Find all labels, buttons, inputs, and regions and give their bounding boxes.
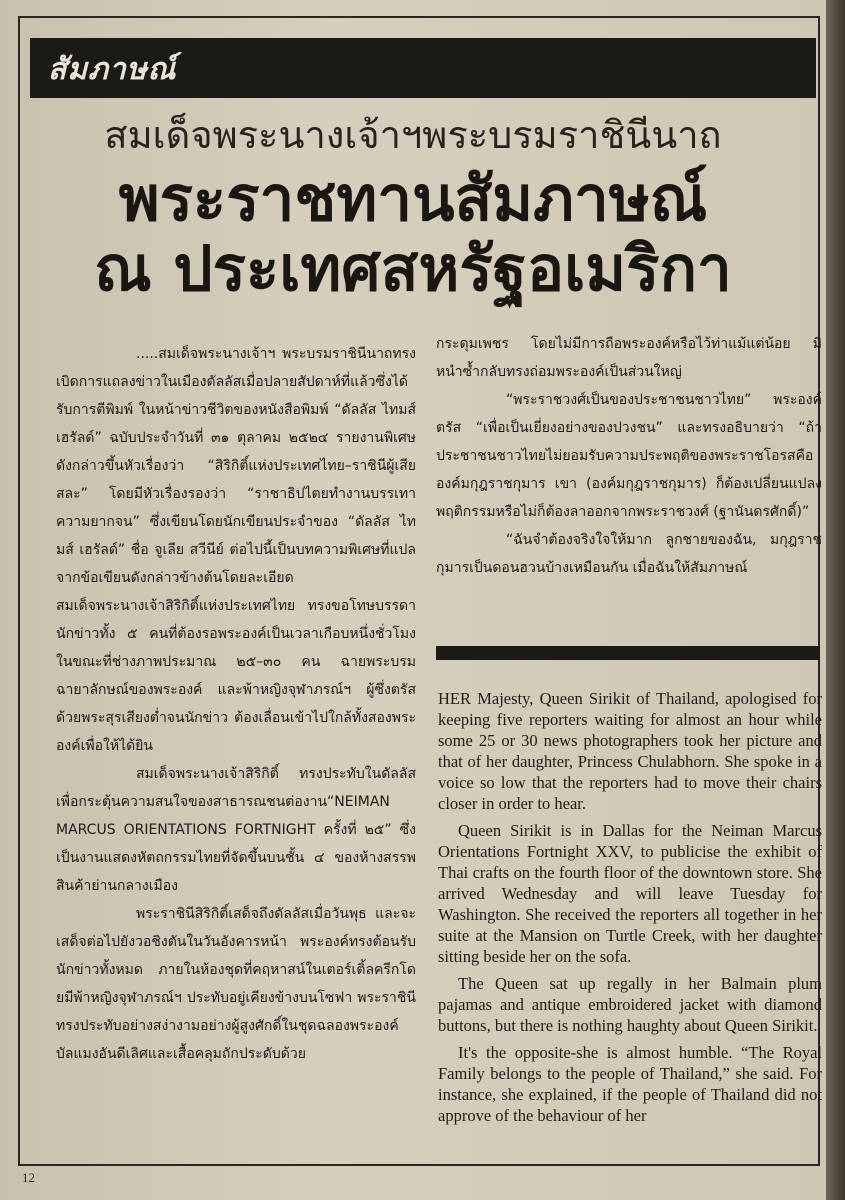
english-paragraph: It's the opposite-she is almost humble. “The Royal Family belongs to the people of Thailand,” she said. For instance, she explained, if the people of Thailand did not approve of the behaviour of her <box>438 1043 822 1125</box>
thai-intro-paragraph: .....สมเด็จพระนางเจ้าฯ พระบรมราชินีนาถทรงเบิดการแถลงข่าวในเมืองดัลลัสเมื่อปลายสัปดาห์ที่แล้วซึ่งได้รับการตีพิมพ์ ในหน้าข่าวชีวิตของหนังสือพิมพ์ “ดัลลัส ไทมส์ เฮรัลด์” ฉบับประจำวันที่ ๓๑ ตุลาคม ๒๕๒๔ รายงานพิเศษดังกล่าวขึ้นหัวเรื่องว่า “สิริกิติ์แห่งประเทศไทย–ราชินีผู้เสียสละ” โดยมีหัวเรื่องรองว่า “ราชาธิปไตยทำงานบรรเทาความยากจน” ซึ่งเขียนโดยนักเขียนประจำของ “ดัลลัส ไทมส์ เฮรัลด์” ชื่อ จูเลีย สวีนีย์ ต่อไปนี้เป็นบทความพิเศษที่แปลจากข้อเขียนดังกล่าวข้างต้นโดยละเอียด <box>56 346 416 586</box>
thai-paragraph: พระราชินีสิริกิติ์เสด็จถึงดัลลัสเมื่อวันพุธ และจะเสด็จต่อไปยังวอชิงตันในวันอังคารหน้า พระองค์ทรงต้อนรับนักข่าวทั้งหมด ภายในห้องชุดที่คฤหาสน์ในเตอร์เติ้ลครีกโดยมีพ้าหญิงจุฬาภรณ์ฯ ประทับอยู่เคียงข้างบนโซฟา พระราชินี ทรงประทับอย่างสง่างามอย่างผู้สูงศักดิ์ในชุดฉลองพระองค์บัลแมงอันดีเลิศและเสื้อคลุมถักประดับด้วย <box>56 906 416 1062</box>
english-paragraph: The Queen sat up regally in her Balmain plum pajamas and antique embroidered jacket with diamond buttons, but there is nothing haughty about Queen Sirikit. <box>438 974 822 1035</box>
headline-subtitle: สมเด็จพระนางเจ้าฯพระบรมราชินีนาถ <box>104 113 722 157</box>
thai-paragraph: “พระราชวงศ์เป็นของประชาชนชาวไทย” พระองค์ตรัส “เพื่อเป็นเยี่ยงอย่างของปวงชน” และทรงอธิบายว่า “ถ้าประชาชนชาวไทยไม่ยอมรับความประพฤติของพระราชโอรสคือองค์มกุฎราชกุมาร เขา (องค์มกุฎราชกุมาร) ก็ต้องเปลี่ยนแปลงพฤติกรรมหรือไม่ก็ต้องลาออกจากพระราชวงศ์ (ฐานันดรศักดิ์)” <box>436 392 822 520</box>
headline-main: พระราชทานสัมภาษณ์ <box>118 162 708 235</box>
english-article <box>438 688 822 1132</box>
thai-paragraph: สมเด็จพระนางเจ้าสิริกิติ์ ทรงประทับในดัลลัสเพื่อกระตุ้นความสนใจของสาธารณชนต่องาน“NEIMAN MARCUS ORIENTATIONS FORTNIGHT ครั้งที่ ๒๕” ซึ่งเป็นงานแสดงหัตถกรรมไทยที่จัดขึ้นบนชั้น ๔ ของห้างสรรพสินค้าย่านกลางเมือง <box>56 766 416 894</box>
thai-paragraph: สมเด็จพระนางเจ้าสิริกิติ์แห่งประเทศไทย ทรงขอโทษบรรดานักข่าวทั้ง ๕ คนที่ต้องรอพระองค์เป็นเวลาเกือบหนึ่งชั่วโมงในขณะที่ช่างภาพประมาณ ๒๕–๓๐ คน ฉายพระบรมฉายาลักษณ์ของพระองค์ และพ้าหญิงจุฬาภรณ์ฯ ผู้ซึ่งตรัสด้วยพระสุรเสียงต่ำจนนักข่าว ต้องเลื่อนเข้าไปใกล้ทั้งสองพระองค์เพื่อให้ได้ยิน <box>56 598 416 754</box>
thai-article-left-column <box>56 340 416 1068</box>
english-paragraph: Queen Sirikit is in Dallas for the Neiman Marcus Orientations Fortnight XXV, to publicise the exhibit of Thai crafts on the fourth floor of the downtown store. She arrived Wednesday and will leave Tuesday for Washington. She received the reporters all together in her suite at the Mansion on Turtle Creek, with her daughter sitting beside her on the sofa. <box>438 821 822 966</box>
thai-paragraph: “ฉันจำต้องจริงใจให้มาก ลูกชายของฉัน, มกุฎราชกุมารเป็นดอนฮวนบ้างเหมือนกัน เมื่อฉันให้สัมภาษณ์ <box>436 532 822 576</box>
thai-paragraph: กระดุมเพชร โดยไม่มีการถือพระองค์หรือไว้ท่าแม้แต่น้อย มิหนำซ้ำกลับทรงถ่อมพระองค์เป็นส่วนใหญ่ <box>436 336 822 380</box>
column-divider-bar <box>436 646 820 660</box>
section-label: สัมภาษณ์ <box>48 52 177 87</box>
english-paragraph: HER Majesty, Queen Sirikit of Thailand, apologised for keeping five reporters waiting for almost an hour while some 25 or 30 news photographers took her picture and that of her daughter, Princess Chulabhorn. She spoke in a voice so low that the reporters had to move their chairs closer in order to hear. <box>438 689 822 813</box>
headline-location: ณ ประเทศสหรัฐอเมริกา <box>94 232 732 305</box>
magazine-spine <box>826 0 845 1200</box>
thai-article-right-column <box>436 330 822 582</box>
page-number: 12 <box>22 1170 35 1185</box>
